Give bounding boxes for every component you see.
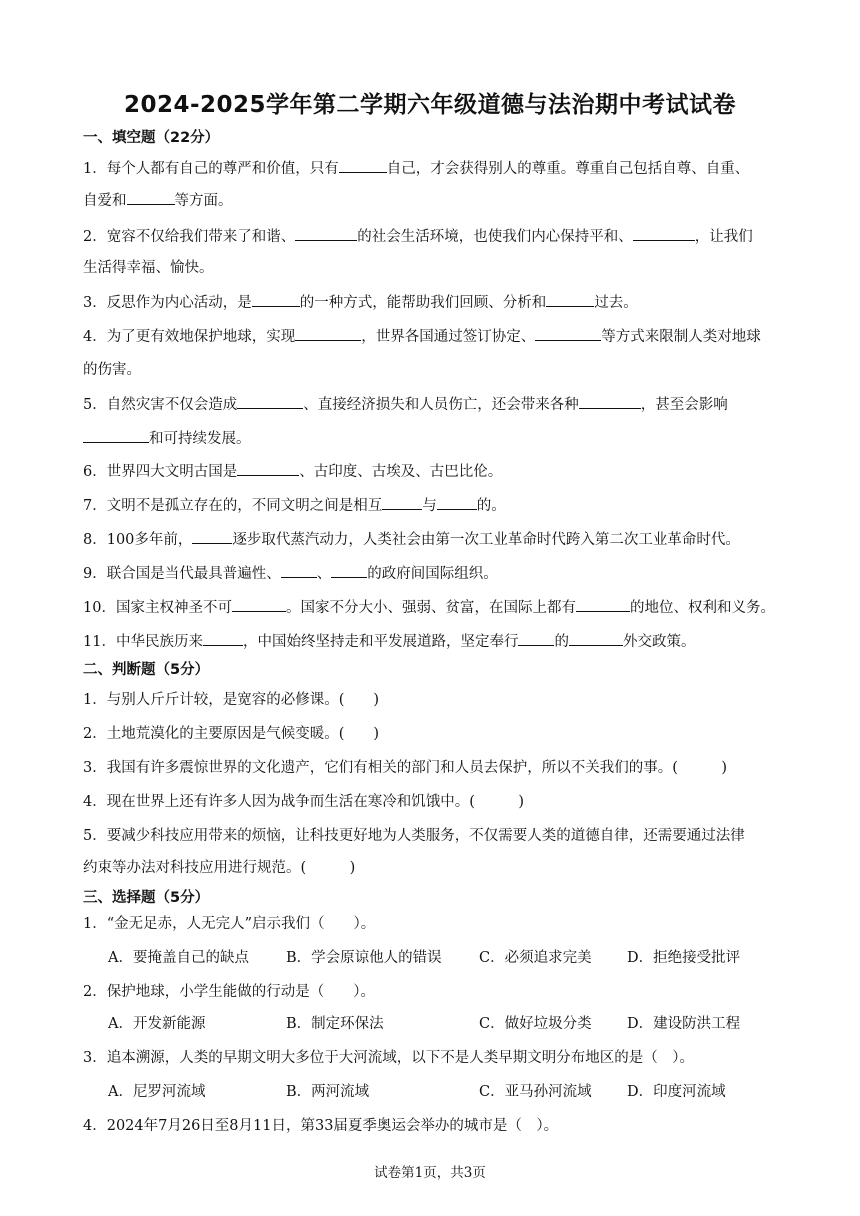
option-d[interactable]: D．拒绝接受批评 (627, 950, 741, 966)
option-d[interactable]: D．印度河流域 (627, 1084, 726, 1100)
fill-question-8 (83, 529, 783, 550)
text: ，中国始终坚持走和平发展道路，坚定奉行 (242, 634, 519, 650)
answer-blank[interactable] (331, 563, 367, 578)
judge-question-2: 2．土地荒漠化的主要原因是气候变暖。( ) (83, 726, 380, 742)
page-title: 2024-2025学年第二学期六年级道德与法治期中考试试卷 (123, 92, 737, 118)
text: 等方式来限制人类对地球 (601, 329, 761, 345)
text: 逐步取代蒸汽动力，人类社会由第一次工业革命时代跨入第二次工业革命时代。 (232, 532, 740, 548)
text: 的地位、权利和义务。 (629, 600, 775, 616)
choice-question-3: 3．追本溯源，人类的早期文明大多位于大河流域，以下不是人类早期文明分布地区的是（ ）。 (83, 1050, 694, 1066)
text: 生活得幸福、愉快。 (83, 260, 214, 276)
text: 6．世界四大文明古国是 (83, 464, 238, 480)
judge-question-1: 1．与别人斤斤计较，是宽容的必修课。( ) (83, 692, 380, 708)
text: 10．国家主权神圣不可 (83, 600, 232, 616)
option-c[interactable]: C．亚马孙河流域 (479, 1084, 592, 1100)
option-b[interactable]: B．学会原谅他人的错误 (286, 950, 442, 966)
text: 的一种方式，能帮助我们回顾、分析和 (299, 295, 547, 311)
answer-blank[interactable] (192, 529, 232, 544)
option-b[interactable]: B．制定环保法 (286, 1016, 384, 1032)
fill-question-4-cont (83, 360, 783, 380)
text: 4．为了更有效地保护地球，实现 (83, 329, 296, 345)
fill-question-5-cont (83, 428, 783, 449)
choice-question-2-options (108, 1014, 808, 1034)
text: 的政府间国际组织。 (367, 566, 498, 582)
option-a[interactable]: A．尼罗河流域 (108, 1084, 206, 1100)
answer-blank[interactable] (576, 597, 630, 612)
answer-blank[interactable] (569, 631, 623, 646)
option-a[interactable]: A．要掩盖自己的缺点 (108, 950, 249, 966)
judge-question-3: 3．我国有许多震惊世界的文化遗产，它们有相关的部门和人员去保护，所以不关我们的事。( ) (83, 760, 728, 776)
choice-question-1-options (108, 948, 808, 968)
text: ，甚至会影响 (640, 397, 728, 413)
text: 1．每个人都有自己的尊严和价值，只有 (83, 161, 339, 177)
fill-question-7 (83, 495, 783, 516)
answer-blank[interactable] (127, 190, 175, 205)
text: 、 (316, 566, 332, 582)
text: 3．反思作为内心活动，是 (83, 295, 252, 311)
text: 的社会生活环境，也使我们内心保持平和、 (357, 229, 633, 245)
text: 的 (554, 634, 569, 650)
option-a[interactable]: A．开发新能源 (108, 1016, 206, 1032)
answer-blank[interactable] (295, 326, 361, 341)
option-d[interactable]: D．建设防洪工程 (627, 1016, 741, 1032)
fill-question-11 (83, 631, 783, 652)
page-footer: 试卷第1页，共3页 (374, 1165, 486, 1181)
option-b[interactable]: B．两河流域 (286, 1084, 370, 1100)
answer-blank[interactable] (437, 495, 477, 510)
answer-blank[interactable] (237, 394, 303, 409)
answer-blank[interactable] (579, 394, 641, 409)
section-heading-fill-in: 一、填空题（22分） (83, 130, 220, 146)
fill-question-1 (83, 158, 783, 179)
text: 2．宽容不仅给我们带来了和谐、 (83, 229, 296, 245)
judge-question-4: 4．现在世界上还有许多人因为战争而生活在寒冷和饥饿中。( ) (83, 794, 525, 810)
section-heading-multiple-choice: 三、选择题（5分） (83, 890, 210, 906)
fill-question-10 (83, 597, 783, 618)
text: 和可持续发展。 (149, 431, 251, 447)
fill-question-6 (83, 461, 783, 482)
answer-blank[interactable] (232, 597, 286, 612)
section-heading-true-false: 二、判断题（5分） (83, 662, 210, 678)
answer-blank[interactable] (535, 326, 601, 341)
choice-question-3-options (108, 1082, 808, 1102)
answer-blank[interactable] (518, 631, 554, 646)
text: ，世界各国通过签订协定、 (361, 329, 536, 345)
fill-question-2-cont (83, 258, 783, 278)
answer-blank[interactable] (237, 461, 299, 476)
text: 自己，才会获得别人的尊重。尊重自己包括自尊、自重、 (386, 161, 750, 177)
answer-blank[interactable] (281, 563, 317, 578)
judge-question-5: 5．要减少科技应用带来的烦恼，让科技更好地为人类服务，不仅需要人类的道德自律，还需要通过法律 (83, 828, 745, 844)
fill-question-5 (83, 394, 783, 415)
answer-blank[interactable] (252, 292, 300, 307)
answer-blank[interactable] (546, 292, 594, 307)
text: 的。 (476, 498, 506, 514)
text: 自爱和 (83, 193, 127, 209)
text: 的伤害。 (83, 362, 141, 378)
text: 过去。 (594, 295, 638, 311)
judge-question-5-cont: 约束等办法对科技应用进行规范。( ) (83, 860, 356, 876)
text: 5．自然灾害不仅会造成 (83, 397, 238, 413)
answer-blank[interactable] (382, 495, 422, 510)
text: 。国家不分大小、强弱、贫富，在国际上都有 (285, 600, 576, 616)
text: 与 (422, 498, 437, 514)
fill-question-9 (83, 563, 783, 584)
answer-blank[interactable] (339, 158, 387, 173)
fill-question-1-cont (83, 190, 783, 211)
answer-blank[interactable] (633, 226, 695, 241)
choice-question-2: 2．保护地球，小学生能做的行动是（ ）。 (83, 984, 375, 1000)
fill-question-3 (83, 292, 783, 313)
text: 7．文明不是孤立存在的，不同文明之间是相互 (83, 498, 383, 514)
text: 11．中华民族历来 (83, 634, 203, 650)
text: 、古印度、古埃及、古巴比伦。 (299, 464, 503, 480)
choice-question-1: 1．“金无足赤，人无完人”启示我们（ ）。 (83, 916, 376, 932)
text: ，让我们 (694, 229, 753, 245)
answer-blank[interactable] (295, 226, 357, 241)
text: 外交政策。 (622, 634, 696, 650)
text: 8．100多年前， (83, 532, 193, 548)
text: 9．联合国是当代最具普遍性、 (83, 566, 281, 582)
option-c[interactable]: C．做好垃圾分类 (479, 1016, 592, 1032)
fill-question-2 (83, 226, 783, 247)
choice-question-4: 4．2024年7月26日至8月11日，第33届夏季奥运会举办的城市是（ ）。 (83, 1118, 559, 1134)
text: 、直接经济损失和人员伤亡，还会带来各种 (303, 397, 579, 413)
option-c[interactable]: C．必须追求完美 (479, 950, 592, 966)
answer-blank[interactable] (203, 631, 243, 646)
answer-blank[interactable] (83, 428, 149, 443)
fill-question-4 (83, 326, 783, 347)
text: 等方面。 (174, 193, 233, 209)
